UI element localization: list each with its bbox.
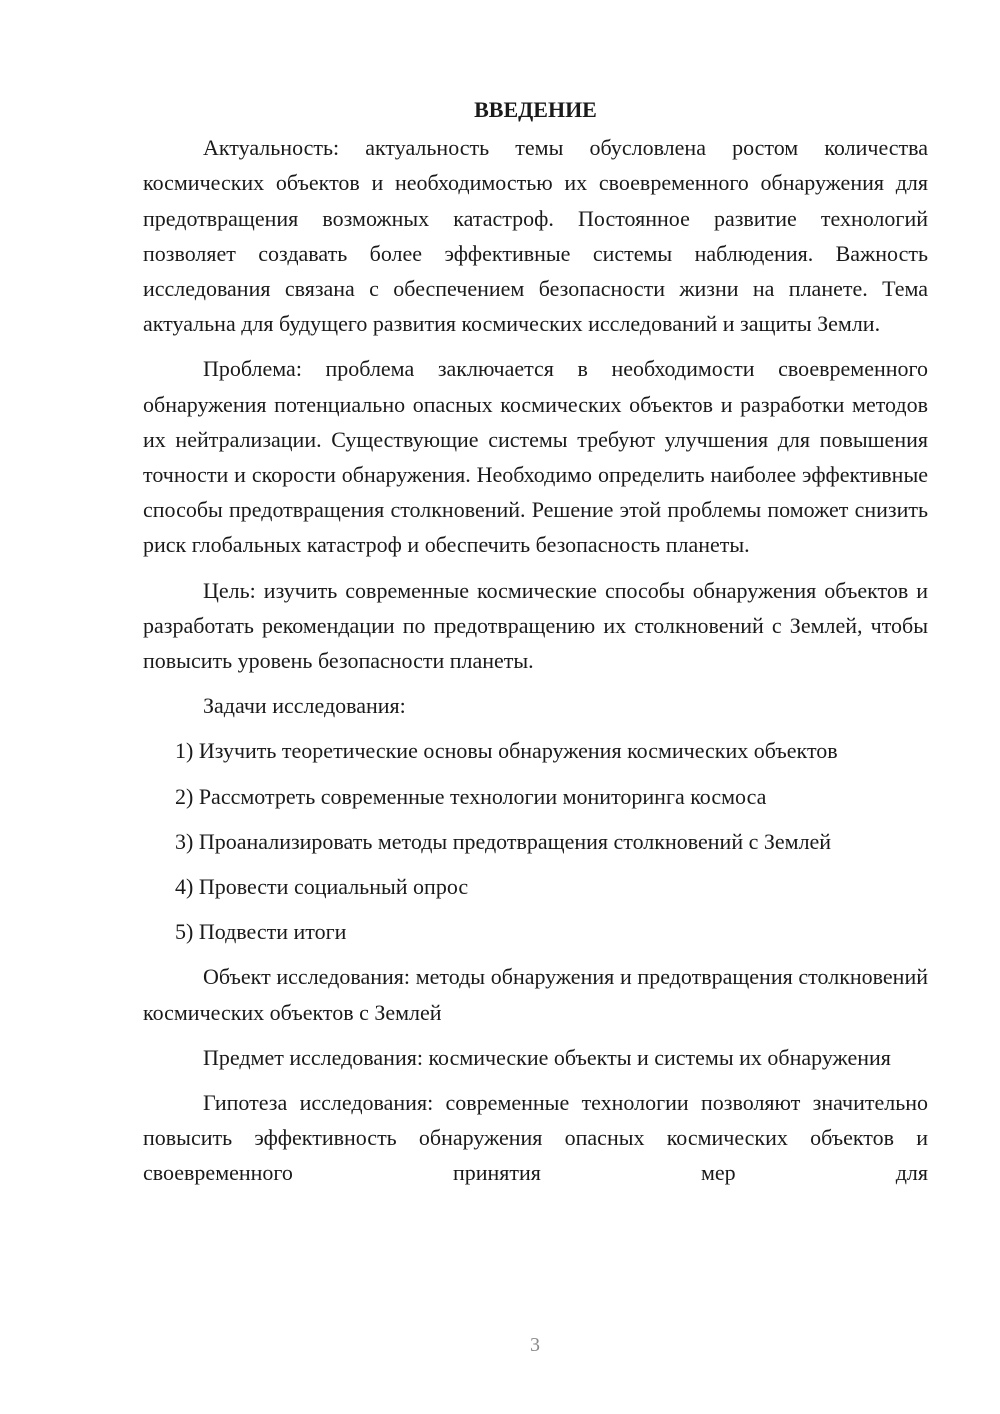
goal-paragraph: Цель: изучить современные космические способы обнаружения объектов и разработать рекомендации по предотвращению их столкновений с Землей, чтобы повысить уровень безопасности планеты. xyxy=(143,577,928,674)
task-item-2: 2) Рассмотреть современные технологии мониторинга космоса xyxy=(175,783,767,809)
task-item-5: 5) Подвести итоги xyxy=(175,919,347,945)
task-list xyxy=(143,733,928,949)
object-paragraph: Объект исследования: методы обнаружения и предотвращения столкновений космических объектов с Землей xyxy=(143,964,928,1025)
task-item-1: 1) Изучить теоретические основы обнаружения космических объектов xyxy=(175,738,838,764)
problem-paragraph: Проблема: проблема заключается в необходимости своевременного обнаружения потенциально опасных космических объектов и разработки методов их нейтрализации. Существующие системы требуют улучшения для повышения точности и скорости обнаружения. Необходимо определить наиболее эффективные способы предотвращения столкновений. Решение этой проблемы поможет снизить риск глобальных катастроф и обеспечить безопасность планеты. xyxy=(143,356,928,558)
document-page xyxy=(143,92,928,1201)
task-item-4: 4) Провести социальный опрос xyxy=(175,874,469,900)
page-number: 3 xyxy=(530,1334,540,1356)
page-title: ВВЕДЕНИЕ xyxy=(474,97,597,122)
tasks-heading: Задачи исследования: xyxy=(203,693,406,719)
hypothesis-paragraph: Гипотеза исследования: современные технологии позволяют значительно повысить эффективность обнаружения опасных космических объектов и своевременного принятия мер для xyxy=(143,1090,928,1186)
relevance-paragraph: Актуальность: актуальность темы обусловлена ростом количества космических объектов и необходимостью их своевременного обнаружения для предотвращения возможных катастроф. Постоянное развитие технологий позволяет создавать более эффективные системы наблюдения. Важность исследования связана с обеспечением безопасности жизни на планете. Тема актуальна для будущего развития космических исследований и защиты Земли. xyxy=(143,135,928,337)
subject-paragraph: Предмет исследования: космические объекты и системы их обнаружения xyxy=(203,1044,891,1070)
task-item-3: 3) Проанализировать методы предотвращения столкновений с Землей xyxy=(175,828,832,854)
